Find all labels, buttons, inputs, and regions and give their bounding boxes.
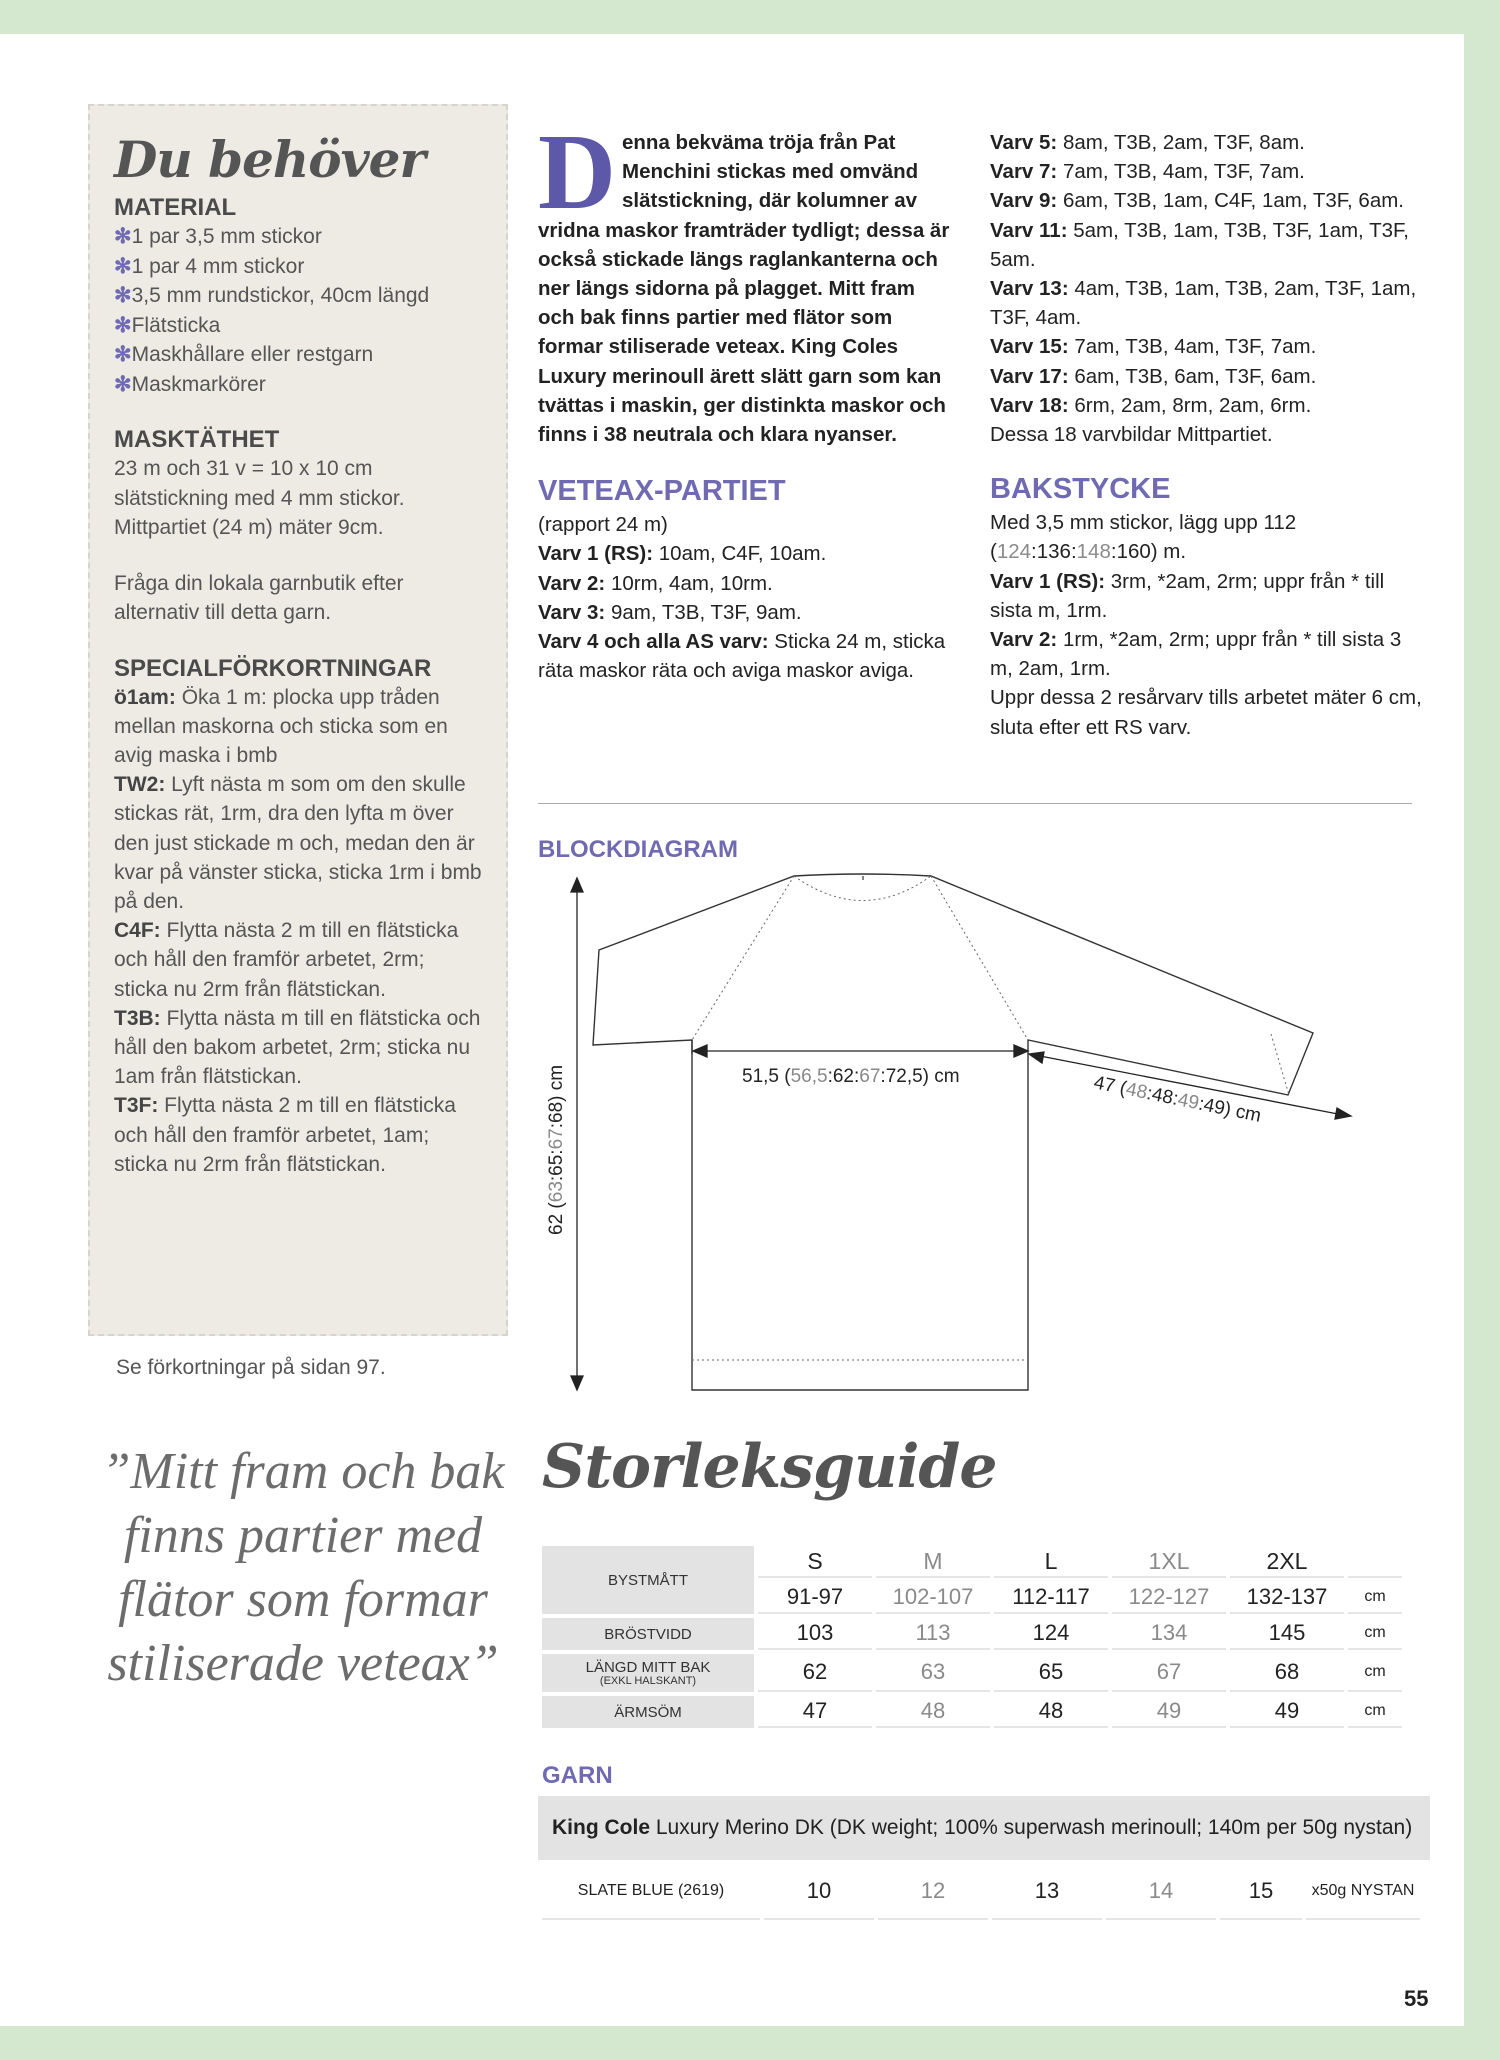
table-cell: 49 (1112, 1696, 1226, 1728)
pull-quote: ”Mitt fram och bak finns partier med flätor som formar stiliserade veteax” (101, 1443, 505, 1692)
pattern-row: Varv 3: 9am, T3B, T3F, 9am. (538, 600, 802, 624)
abbrev-footnote: Se förkortningar på sidan 97. (116, 1356, 386, 1379)
intro-column (538, 113, 950, 685)
local-store-text: Fråga din lokala garnbutik efter alternativ till detta garn. (114, 571, 404, 624)
arrow-head (693, 1045, 707, 1057)
unit-cell: cm (1348, 1696, 1402, 1728)
asterisk-icon: ✻ (114, 372, 132, 396)
table-cell: 62 (758, 1654, 872, 1692)
table-cell: 112-117 (994, 1582, 1108, 1614)
raglan-right (931, 876, 1028, 1040)
table-cell: 103 (758, 1618, 872, 1650)
sidebar-title: Du behöver (114, 130, 425, 189)
material-heading: MATERIAL (114, 194, 237, 221)
table-cell: 145 (1230, 1618, 1344, 1650)
cast-on-text: Med 3,5 mm stickor, lägg upp 112 (124:136:148:160) m. (990, 511, 1297, 564)
yarn-title: GARN (542, 1762, 613, 1789)
pattern-row: Varv 15: 7am, T3B, 4am, T3F, 7am. (990, 335, 1317, 359)
asterisk-icon: ✻ (114, 313, 132, 337)
materials-sidebar (88, 104, 508, 1336)
pattern-row: Varv 9: 6am, T3B, 1am, C4F, 1am, T3F, 6am. (990, 189, 1404, 213)
arrow-head (571, 878, 583, 892)
intro-paragraph: Denna bekväma tröja från Pat Menchini stickas med omvänd slätstickning, där kolumner av vridna maskor framträder tydligt; dessa är också stickade längs raglankanterna och ner längs sidorna på plagget. Mitt fram och bak finns partier med flätor som formar stiliserade veteax. King Coles Luxury merinoull ärett slätt garn som kan tvättas i maskin, ger distinkta maskor och finns i 38 neutrala och klara nyanser. (538, 113, 950, 447)
unit-cell: cm (1348, 1618, 1402, 1650)
table-cell: 10 (764, 1864, 874, 1920)
table-row (542, 1696, 1402, 1728)
bakstycke-heading: BAKSTYCKE (990, 473, 1171, 506)
yarn-description: King Cole Luxury Merino DK (DK weight; 100% superwash merinoull; 140m per 50g nystan) (538, 1796, 1430, 1860)
table-cell: 68 (1230, 1654, 1344, 1692)
pattern-row: Varv 17: 6am, T3B, 6am, T3F, 6am. (990, 364, 1317, 388)
width-label: 51,5 (56,5:62:67:72,5) cm (742, 1066, 960, 1087)
table-cell: 49 (1230, 1696, 1344, 1728)
row-label: ÄRMSÖM (542, 1696, 754, 1728)
pattern-row: Varv 1 (RS): 3rm, *2am, 2rm; uppr från * till sista m, 1rm. (990, 569, 1385, 622)
size-guide-table (538, 1542, 1406, 1732)
pattern-row: Varv 2: 10rm, 4am, 10rm. (538, 571, 773, 595)
veteax-rapport: (rapport 24 m) (538, 513, 668, 537)
yarn-color-label: SLATE BLUE (2619) (542, 1864, 760, 1920)
unit-cell: cm (1348, 1654, 1402, 1692)
yarn-unit: x50g NYSTAN (1306, 1864, 1420, 1920)
row-label: LÄNGD MITT BAK (EXKL HALSKANT) (542, 1654, 754, 1692)
table-cell: 15 (1220, 1864, 1302, 1920)
drop-cap: D (538, 113, 616, 232)
size-header: M (876, 1546, 990, 1578)
pattern-column (990, 128, 1422, 742)
special-abbrev-heading: SPECIALFÖRKORTNINGAR (114, 654, 432, 682)
table-cell: 122-127 (1112, 1582, 1226, 1614)
table-cell: 63 (876, 1654, 990, 1692)
size-header: S (758, 1546, 872, 1578)
list-item: ✻Flätsticka (114, 313, 221, 337)
abbrev-entry: ö1am: Öka 1 m: plocka upp tråden mellan maskorna och sticka som en avig maska i bmb (114, 685, 448, 767)
material-list (114, 222, 482, 399)
sweater-block-diagram (538, 870, 1378, 1400)
pattern-note: Uppr dessa 2 resårvarv tills arbetet mäter 6 cm, sluta efter ett RS varv. (990, 686, 1422, 739)
pattern-row: Varv 13: 4am, T3B, 1am, T3B, 2am, T3F, 1am, T3F, 4am. (990, 277, 1417, 330)
veteax-heading: VETEAX-PARTIET (538, 475, 786, 508)
raglan-left (692, 876, 794, 1040)
table-cell: 48 (876, 1696, 990, 1728)
table-cell: 113 (876, 1618, 990, 1650)
table-cell: 67 (1112, 1654, 1226, 1692)
table-row (542, 1618, 1402, 1650)
gauge-heading: MASKTÄTHET (114, 426, 280, 453)
abbrev-entry: T3B: Flytta nästa m till en flätsticka och håll den bakom arbetet, 2rm; sticka nu 1am från flätstickan. (114, 1006, 481, 1089)
block-diagram-title: BLOCKDIAGRAM (538, 836, 738, 863)
table-cell: 47 (758, 1696, 872, 1728)
arrow-head (571, 1376, 583, 1390)
arrow-head (1014, 1045, 1028, 1057)
table-row (542, 1546, 1402, 1578)
table-cell: 124 (994, 1618, 1108, 1650)
table-cell: 65 (994, 1654, 1108, 1692)
gauge-text: 23 m och 31 v = 10 x 10 cm slätstickning med 4 mm stickor. Mittpartiet (24 m) mäter 9cm. (114, 457, 405, 539)
sleeve-label: 47 (48:48:49:49) cm (1092, 1072, 1263, 1127)
unit-cell: cm (1348, 1582, 1402, 1614)
pattern-row: Varv 11: 5am, T3B, 1am, T3B, T3F, 1am, T3F, 5am. (990, 218, 1409, 271)
table-cell: 134 (1112, 1618, 1226, 1650)
size-header: 2XL (1230, 1546, 1344, 1578)
arrow-head (1335, 1108, 1351, 1119)
row-label: BRÖSTVIDD (542, 1618, 754, 1650)
row-sublabel: (EXKL HALSKANT) (599, 1675, 697, 1687)
asterisk-icon: ✻ (114, 225, 132, 248)
length-label: 62 (63:65:67:68) cm (546, 1064, 567, 1235)
table-row (542, 1654, 1402, 1692)
asterisk-icon: ✻ (114, 284, 132, 307)
table-cell: 91-97 (758, 1582, 872, 1614)
table-row (542, 1864, 1420, 1920)
list-item: ✻Maskhållare eller restgarn (114, 343, 374, 366)
table-cell: 14 (1106, 1864, 1216, 1920)
list-item: ✻1 par 4 mm stickor (114, 254, 305, 278)
unit-cell (1348, 1546, 1402, 1578)
table-cell: 102-107 (876, 1582, 990, 1614)
pattern-row: Varv 18: 6rm, 2am, 8rm, 2am, 6rm. (990, 393, 1312, 417)
list-item: ✻3,5 mm rundstickor, 40cm längd (114, 284, 430, 307)
pattern-row: Varv 1 (RS): 10am, C4F, 10am. (538, 542, 827, 566)
size-header: L (994, 1546, 1108, 1578)
abbrev-entry: C4F: Flytta nästa 2 m till en flätsticka och håll den framför arbetet, 2rm; sticka nu 2rm från flätstickan. (114, 919, 459, 1001)
pattern-row: Varv 7: 7am, T3B, 4am, T3F, 7am. (990, 160, 1305, 184)
size-header: 1XL (1112, 1546, 1226, 1578)
table-cell: 132-137 (1230, 1582, 1344, 1614)
asterisk-icon: ✻ (114, 254, 132, 278)
pattern-note: Dessa 18 varvbildar Mittpartiet. (990, 423, 1273, 447)
abbrev-entry: T3F: Flytta nästa 2 m till en flätsticka och håll den framför arbetet, 1am; sticka nu 2rm från flätstickan. (114, 1094, 456, 1176)
list-item: ✻1 par 3,5 mm stickor (114, 225, 322, 248)
pattern-row: Varv 5: 8am, T3B, 2am, T3F, 8am. (990, 131, 1305, 154)
asterisk-icon: ✻ (114, 343, 132, 366)
table-cell: 13 (992, 1864, 1102, 1920)
row-label: BYSTMÅTT (542, 1546, 754, 1614)
table-cell: 12 (878, 1864, 988, 1920)
arrow-head (1029, 1052, 1044, 1063)
yarn-table (538, 1864, 1424, 1920)
pattern-row: Varv 2: 1rm, *2am, 2rm; uppr från * till sista 3 m, 2am, 1rm. (990, 628, 1402, 681)
cuff-line (1271, 1034, 1289, 1095)
page-number: 55 (1404, 1986, 1429, 2011)
sweater-outline (593, 874, 1313, 1390)
divider (538, 803, 1412, 804)
size-guide-title: Storleksguide (542, 1432, 997, 1502)
list-item: ✻Maskmarkörer (114, 372, 266, 396)
pattern-row: Varv 4 och alla AS varv: Sticka 24 m, sticka räta maskor räta och aviga maskor aviga. (538, 630, 946, 683)
abbrev-entry: TW2: Lyft nästa m som om den skulle stickas rät, 1rm, dra den lyfta m över den just stickade m och, medan den är kvar på vänster sticka, sticka 1rm i bmb på den. (114, 773, 482, 913)
table-cell: 48 (994, 1696, 1108, 1728)
